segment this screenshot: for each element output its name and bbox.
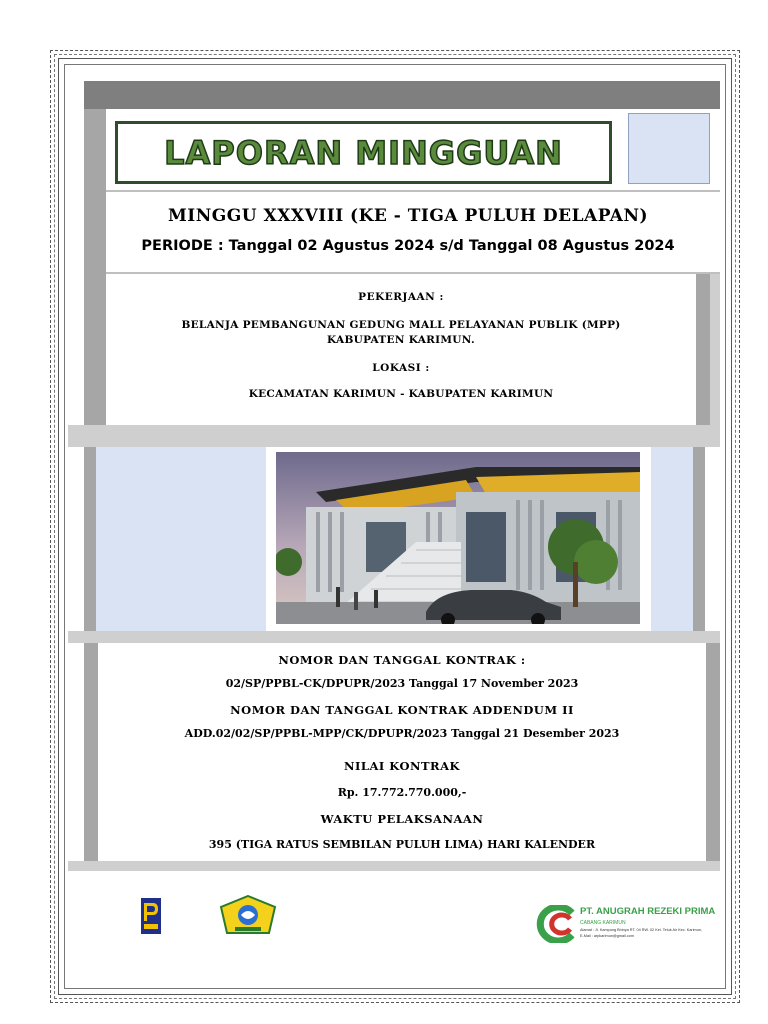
middle-band [68,425,720,447]
location-heading: LOKASI : [372,362,430,374]
contract-number-heading: NOMOR DAN TANGGAL KONTRAK : [278,653,526,667]
contract-value-amount: Rp. 17.772.770.000,- [337,786,467,799]
left-bar-image [84,447,96,631]
week-divider [106,272,720,274]
addendum-heading: NOMOR DAN TANGGAL KONTRAK ADDENDUM II [230,703,574,717]
duration-value: 395 (TIGA RATUS SEMBILAN PULUH LIMA) HARI KALENDER [208,838,596,851]
bottom-band [68,861,720,871]
corner-box [628,113,710,184]
contract-value-heading: NILAI KONTRAK [343,759,461,773]
addendum-value: ADD.02/02/SP/PPBL-MPP/CK/DPUPR/2023 Tanggal 21 Desember 2023 [184,727,620,740]
work-line-1: BELANJA PEMBANGUNAN GEDUNG MALL PELAYANAN PUBLIK (MPP) [181,319,621,331]
duration-heading: WAKTU PELAKSANAAN [320,812,484,826]
work-line-2: KABUPATEN KARIMUN. [327,334,475,346]
report-title: LAPORAN MINGGUAN [164,133,563,172]
report-title-box [115,121,612,184]
building-photo [276,452,640,624]
header-divider [106,190,720,192]
left-bar-bottom [84,643,98,861]
company-address: Alamat : Jl. Kampung Bhinya RT. 04 RW. 02 Kel. Teluk Air Kec. Karimun, [580,928,702,932]
top-band [84,81,720,109]
company-logo-icon [534,905,578,943]
contract-number-value: 02/SP/PPBL-CK/DPUPR/2023 Tanggal 17 November 2023 [225,677,579,690]
right-bar-top-shade [710,274,720,427]
lower-band [68,631,720,643]
right-bar-image [693,447,705,631]
right-bar-bottom [706,643,720,861]
work-heading: PEKERJAAN : [358,291,444,303]
company-email: E-Mail : arpkarimun@gmail.com [580,934,635,938]
location-value: KECAMATAN KARIMUN - KABUPATEN KARIMUN [248,388,554,400]
left-image-panel [96,447,266,631]
left-bar-top [84,109,106,427]
right-image-panel [651,447,693,631]
company-branch: CABANG KARIMUN [580,920,626,926]
karimun-regency-emblem-icon [219,895,277,937]
company-name: PT. ANUGRAH REZEKI PRIMA [580,906,716,917]
pu-logo [141,898,161,934]
period-label: PERIODE : Tanggal 02 Agustus 2024 s/d Tanggal 08 Agustus 2024 [141,238,675,254]
week-label: MINGGU XXXVIII (KE - TIGA PULUH DELAPAN) [167,206,649,226]
right-bar-top [696,274,710,427]
